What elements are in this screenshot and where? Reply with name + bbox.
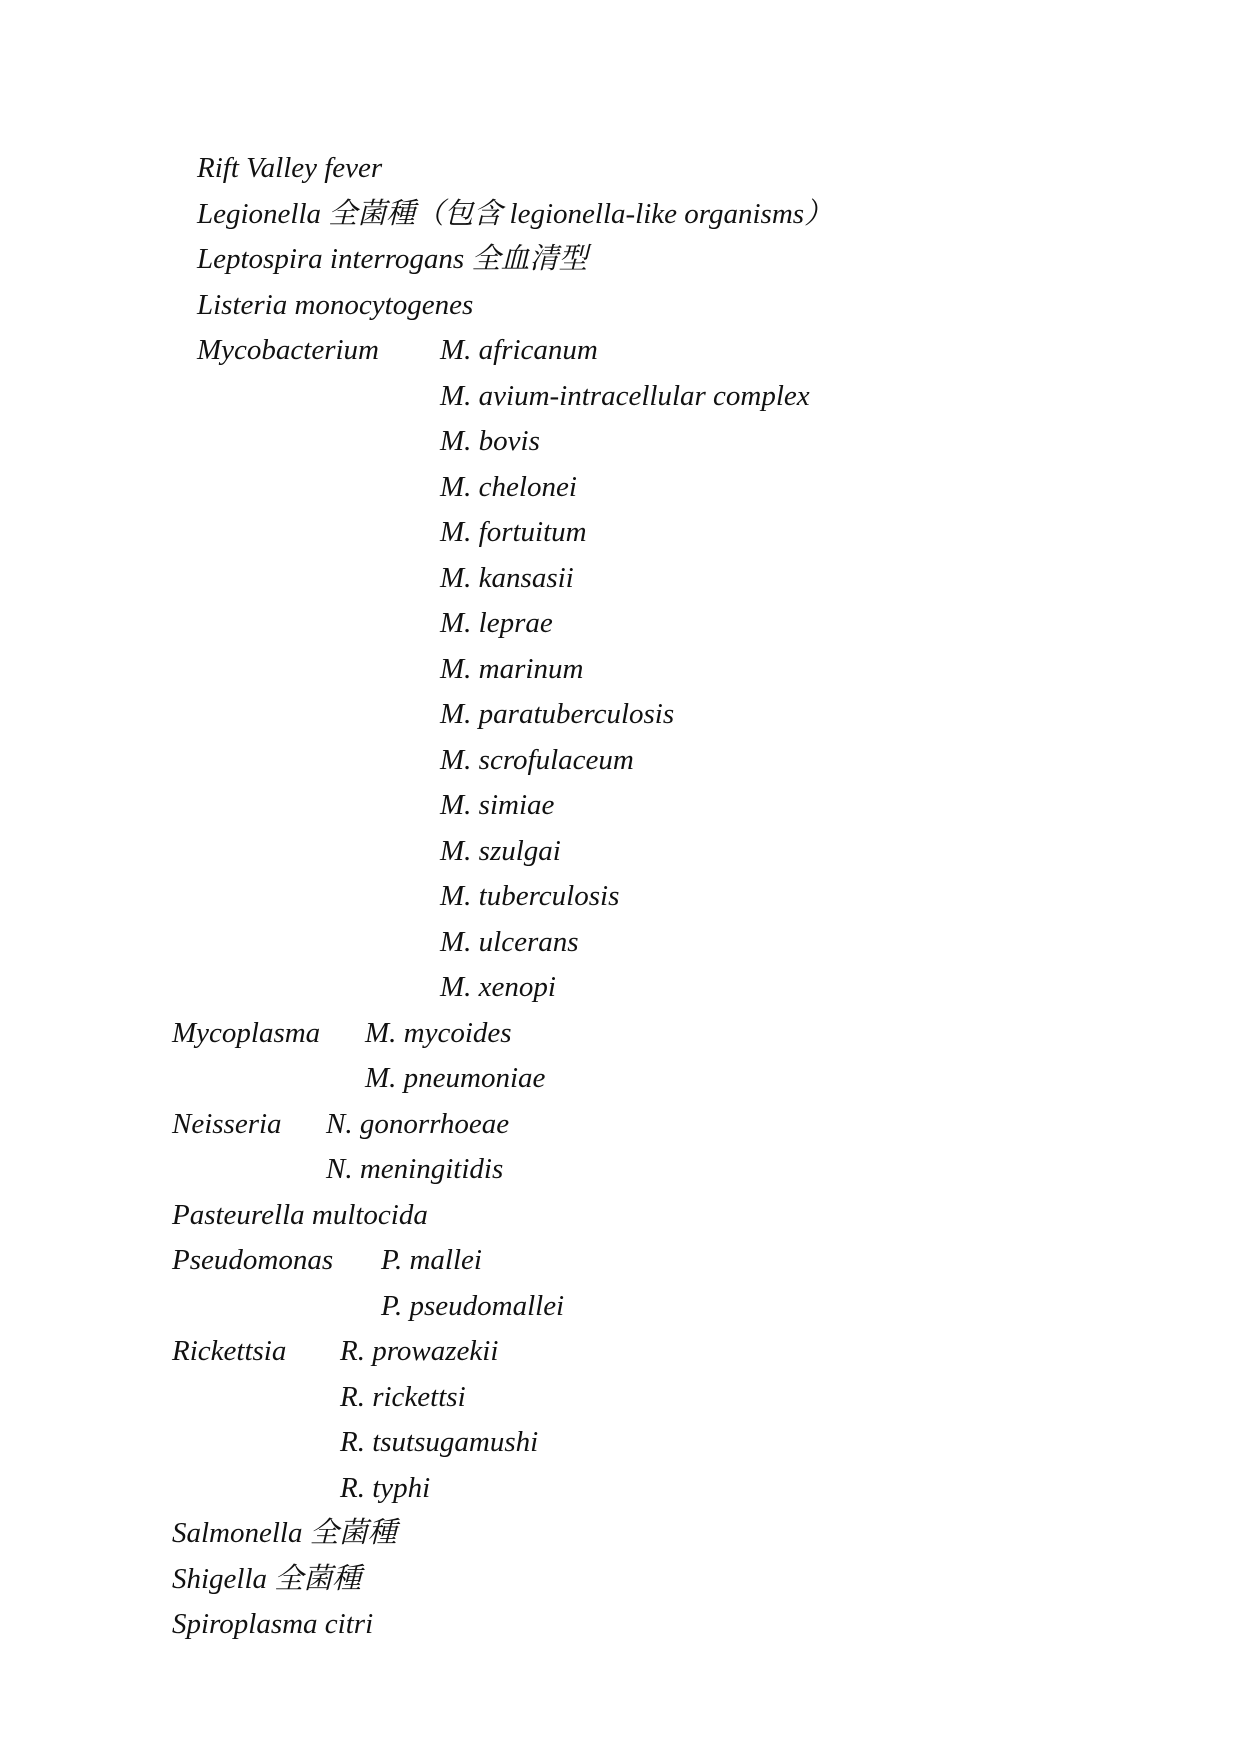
species-cell: M. kansasii xyxy=(440,561,574,594)
species-cell: M. xenopi xyxy=(440,971,556,1003)
list-item xyxy=(0,192,1241,238)
list-item xyxy=(0,1102,1241,1148)
list-item xyxy=(0,1284,1241,1330)
species-cell: M. chelonei xyxy=(440,470,577,503)
list-item xyxy=(0,829,1241,875)
genus-cell: Rift Valley fever xyxy=(197,152,383,184)
species-cell: M. simiae xyxy=(440,789,555,821)
list-item xyxy=(0,1011,1241,1057)
species-cell: M. africanum xyxy=(440,334,598,366)
species-cell: R. prowazekii xyxy=(340,1335,499,1367)
species-cell: M. tuberculosis xyxy=(440,880,620,912)
list-item xyxy=(0,1602,1241,1648)
genus-cell: Mycobacterium xyxy=(197,334,379,366)
genus-cell: Spiroplasma citri xyxy=(172,1608,374,1640)
list-item xyxy=(0,419,1241,465)
list-item xyxy=(0,146,1241,192)
genus-cell: Pseudomonas xyxy=(172,1244,334,1276)
genus-cell: Salmonella 全菌種 xyxy=(172,1517,397,1549)
species-cell: M. leprae xyxy=(440,607,553,639)
species-cell: M. pneumoniae xyxy=(365,1062,546,1094)
species-cell: M. avium-intracellular complex xyxy=(440,379,810,412)
genus-cell: Mycoplasma xyxy=(172,1016,321,1049)
species-cell: M. bovis xyxy=(440,425,540,457)
list-item xyxy=(0,1375,1241,1421)
list-item xyxy=(0,465,1241,511)
list-item xyxy=(0,1056,1241,1102)
genus-cell: Shigella 全菌種 xyxy=(172,1562,362,1595)
list-item xyxy=(0,738,1241,784)
list-item xyxy=(0,783,1241,829)
species-cell: M. fortuitum xyxy=(440,516,587,548)
genus-cell: Leptospira interrogans 全血清型 xyxy=(197,243,588,275)
list-item xyxy=(0,1329,1241,1375)
species-cell: R. tsutsugamushi xyxy=(340,1426,539,1458)
list-item xyxy=(0,1466,1241,1512)
list-item xyxy=(0,965,1241,1011)
species-cell: M. ulcerans xyxy=(440,925,579,958)
species-cell: P. pseudomallei xyxy=(381,1289,565,1322)
list-item xyxy=(0,1511,1241,1557)
species-cell: R. rickettsi xyxy=(340,1380,466,1413)
list-item xyxy=(0,647,1241,693)
genus-cell: Listeria monocytogenes xyxy=(197,288,474,321)
species-cell: M. marinum xyxy=(440,652,584,685)
species-cell: M. paratuberculosis xyxy=(440,698,675,730)
list-item xyxy=(0,1193,1241,1239)
list-item xyxy=(0,510,1241,556)
species-cell: P. mallei xyxy=(381,1244,482,1276)
list-item xyxy=(0,328,1241,374)
list-item xyxy=(0,1557,1241,1603)
list-item xyxy=(0,283,1241,329)
list-item xyxy=(0,601,1241,647)
list-item xyxy=(0,1420,1241,1466)
species-cell: M. szulgai xyxy=(440,834,561,867)
genus-cell: Pasteurella multocida xyxy=(172,1198,428,1231)
list-item xyxy=(0,920,1241,966)
species-cell: M. scrofulaceum xyxy=(440,743,634,776)
genus-cell: Legionella 全菌種（包含 legionella-like organisms） xyxy=(197,197,834,230)
list-item xyxy=(0,692,1241,738)
list-item xyxy=(0,237,1241,283)
list-item xyxy=(0,1147,1241,1193)
genus-cell: Neisseria xyxy=(172,1107,282,1140)
genus-cell: Rickettsia xyxy=(172,1335,287,1367)
species-cell: N. meningitidis xyxy=(326,1153,504,1185)
list-item xyxy=(0,556,1241,602)
list-item xyxy=(0,374,1241,420)
species-cell: R. typhi xyxy=(340,1471,431,1504)
species-cell: N. gonorrhoeae xyxy=(326,1107,510,1140)
list-item xyxy=(0,1238,1241,1284)
species-cell: M. mycoides xyxy=(365,1016,512,1049)
list-item xyxy=(0,874,1241,920)
